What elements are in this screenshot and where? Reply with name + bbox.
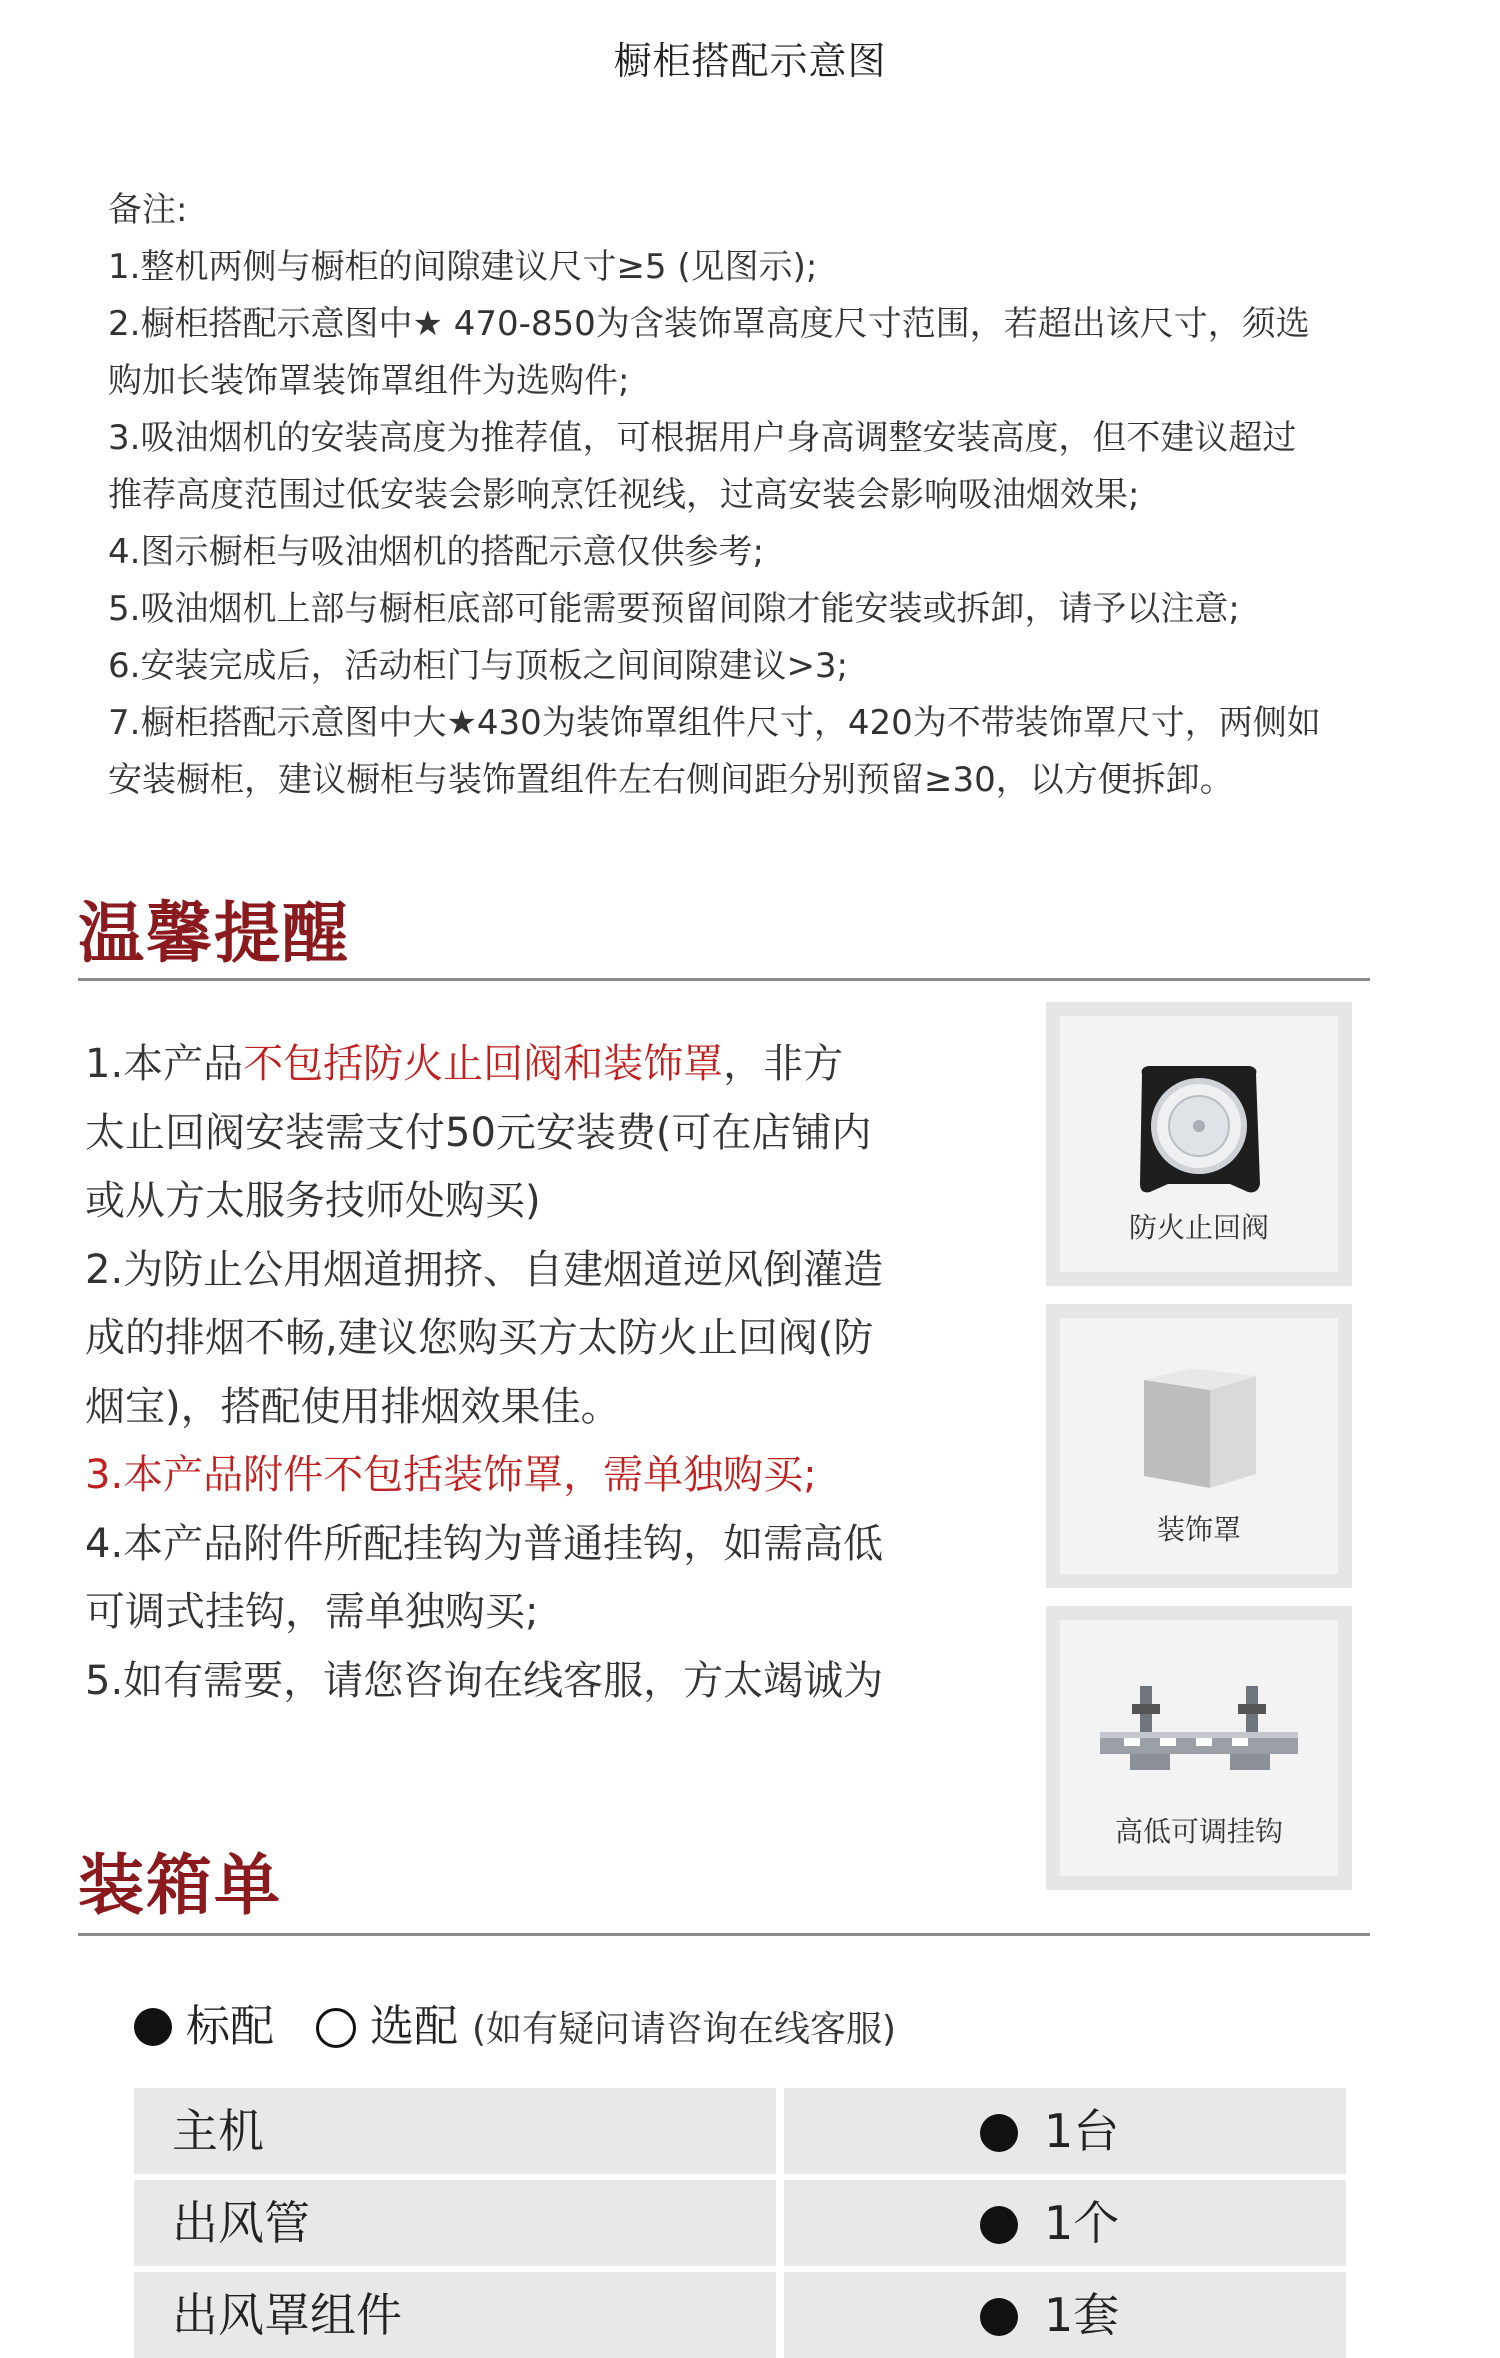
notes-heading: 备注: [108, 190, 188, 230]
accessory-label: 高低可调挂钩 [1114, 1815, 1283, 1848]
item-qty: 1台 [1044, 2104, 1120, 2158]
notes-block [108, 182, 1378, 809]
accessory-card-check-valve [1046, 1002, 1352, 1286]
item-qty: 1个 [1044, 2196, 1120, 2250]
reminder-title: 温馨提醒 [78, 895, 350, 972]
reminder-line: 4.本产品附件所配挂钩为普通挂钩，如需高低 [85, 1520, 884, 1567]
reminder-text [85, 1030, 965, 1715]
standard-dot-icon [134, 2008, 172, 2046]
note-line: 购加长装饰罩装饰罩组件为选购件; [108, 361, 630, 401]
note-line: 5.吸油烟机上部与橱柜底部可能需要预留间隙才能安装或拆卸，请予以注意; [108, 589, 1240, 629]
reminder-line: 烟宝)，搭配使用排烟效果佳。 [85, 1383, 621, 1430]
note-line: 4.图示橱柜与吸油烟机的搭配示意仅供参考; [108, 532, 764, 572]
note-line: 2.橱柜搭配示意图中★ 470-850为含装饰罩高度尺寸范围，若超出该尺寸，须选 [108, 304, 1310, 344]
note-line: 3.吸油烟机的安装高度为推荐值，可根据用户身高调整安装高度，但不建议超过 [108, 418, 1297, 458]
reminder-line: 太止回阀安装需支付50元安装费(可在店铺内 [85, 1109, 872, 1156]
standard-dot-icon [980, 2206, 1018, 2244]
reminder-highlight-line: 3.本产品附件不包括装饰罩，需单独购买; [85, 1452, 817, 1498]
reminder-line: 或从方太服务技师处购买) [85, 1178, 541, 1224]
reminder-line [85, 1030, 965, 1099]
reminder-highlight: 不包括防火止回阀和装饰罩 [243, 1041, 724, 1087]
optional-label: 选配 [369, 2001, 458, 2052]
note-line: 安装橱柜，建议橱柜与装饰置组件左右侧间距分别预留≥30，以方便拆卸。 [108, 760, 1234, 800]
table-row [134, 2088, 1346, 2174]
note-line: 推荐高度范围过低安装会影响烹饪视线，过高安装会影响吸油烟效果; [108, 475, 1140, 515]
reminder-text-segment: ，非方 [723, 1041, 844, 1087]
item-name: 出风罩组件 [134, 2272, 776, 2358]
item-qty-cell [784, 2272, 1346, 2358]
reminder-line: 可调式挂钩，需单独购买; [85, 1589, 539, 1635]
table-row [134, 2180, 1346, 2266]
item-qty-cell [784, 2088, 1346, 2174]
reminder-line: 2.为防止公用烟道拥挤、自建烟道逆风倒灌造 [85, 1246, 884, 1293]
accessory-card-decorative-cover [1046, 1304, 1352, 1588]
table-row [134, 2272, 1346, 2358]
packing-title: 装箱单 [78, 1847, 282, 1924]
item-qty: 1套 [1044, 2288, 1120, 2342]
reminder-divider [78, 978, 1370, 981]
item-name: 出风管 [134, 2180, 776, 2266]
reminder-line: 成的排烟不畅,建议您购买方太防火止回阀(防 [85, 1315, 874, 1361]
standard-dot-icon [980, 2298, 1018, 2336]
item-name: 主机 [134, 2088, 776, 2174]
accessory-label: 防火止回阀 [1128, 1211, 1269, 1244]
standard-dot-icon [980, 2114, 1018, 2152]
reminder-text-segment: 1.本产品 [85, 1041, 244, 1087]
accessory-card-adjustable-hook [1046, 1606, 1352, 1890]
note-line: 7.橱柜搭配示意图中大★430为装饰罩组件尺寸，420为不带装饰罩尺寸，两侧如 [108, 703, 1321, 743]
accessory-label: 装饰罩 [1156, 1513, 1241, 1546]
reminder-line: 5.如有需要，请您咨询在线客服，方太竭诚为 [85, 1657, 884, 1704]
packing-legend [134, 1990, 896, 2054]
note-line: 6.安装完成后，活动柜门与顶板之间间隙建议>3; [108, 646, 849, 686]
packing-divider [78, 1933, 1370, 1936]
standard-label: 标配 [186, 2001, 274, 2052]
help-hint: (如有疑问请咨询在线客服) [471, 2009, 897, 2050]
optional-ring-icon [316, 2008, 356, 2048]
note-line: 1.整机两侧与橱柜的间隙建议尺寸≥5 (见图示); [108, 247, 818, 287]
item-qty-cell [784, 2180, 1346, 2266]
diagram-title: 橱柜搭配示意图 [613, 39, 887, 83]
